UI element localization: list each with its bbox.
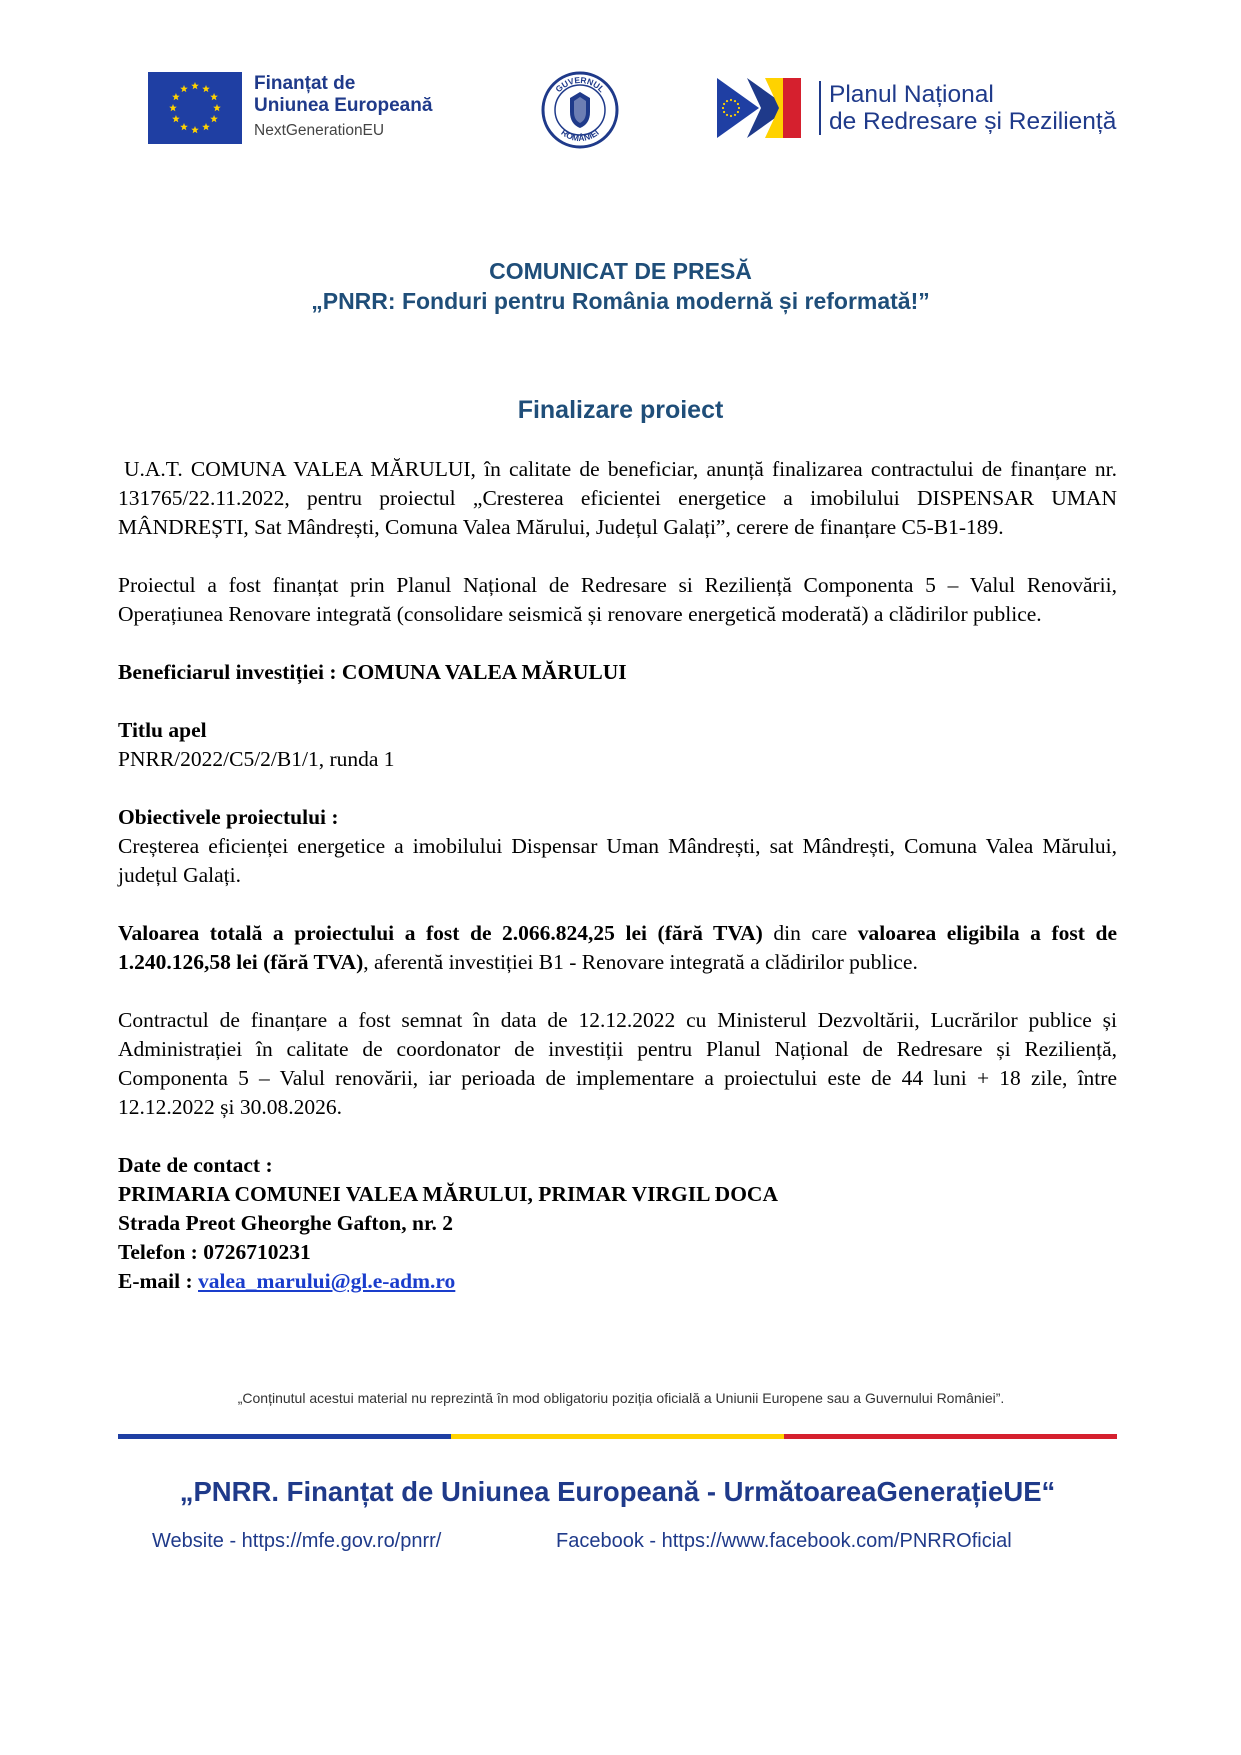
call-title-label: Titlu apel [118, 718, 207, 742]
eu-star [180, 85, 188, 92]
pnrr-star [726, 100, 728, 102]
eu-star [169, 104, 177, 111]
pnrr-star [723, 111, 725, 113]
press-release-subtitle: „PNRR: Fonduri pentru România modernă și reformată!” [311, 288, 930, 314]
header [0, 62, 1241, 152]
eu-star [191, 126, 199, 133]
seal-top-text: GUVERNUL [553, 74, 607, 95]
value-investment-text: , aferentă investiției B1 - Renovare integrată a clădirilor publice. [363, 950, 918, 974]
contact-email-link[interactable]: valea_marului@gl.e-adm.ro [198, 1269, 456, 1293]
contact-label: Date de contact : [118, 1153, 273, 1177]
beneficiary-line: Beneficiarul investiției : COMUNA VALEA MĂRULUI [118, 660, 627, 684]
section-title: Finalizare proiect [517, 396, 724, 424]
pnrr-arrows-icon [717, 76, 817, 140]
objectives-value: Creșterea eficienței energetice a imobilului Dispensar Uman Mândrești, sat Mândrești, Comuna Valea Mărului, județul Galați. [118, 834, 1117, 887]
eu-logo-line2: Uniunea Europeană [254, 95, 433, 116]
pnrr-star [737, 111, 739, 113]
eu-star [210, 115, 218, 122]
pnrr-logo-line1: Planul Național [829, 81, 994, 108]
eligible-value-text: valoarea eligibila a fost de 1.240.126,58 lei (fără TVA) [118, 921, 1117, 974]
project-value-paragraph [118, 919, 1117, 977]
eu-flag-icon [148, 72, 242, 144]
pnrr-star [737, 103, 739, 105]
tricolor-rule [118, 1434, 1117, 1439]
contract-paragraph: Contractul de finanțare a fost semnat în data de 12.12.2022 cu Ministerul Dezvoltării, Lucrărilor publice și Administrației în calitate de coordonator de investiții pentru Planul Național de Redresare și Reziliență, Componenta 5 – Valul renovării, iar perioada de implementare a proiectului este de 44 luni + 18 zile, între 12.12.2022 și 30.08.2026. [118, 1008, 1117, 1119]
footer-slogan: „PNRR. Finanțat de Uniunea Europeană - UrmătoareaGenerațieUE“ [179, 1476, 1056, 1507]
contact-organization: PRIMARIA COMUNEI VALEA MĂRULUI, PRIMAR VIRGIL DOCA [118, 1182, 778, 1206]
intro-paragraph: U.A.T. COMUNA VALEA MĂRULUI, în calitate de beneficiar, anunță finalizarea contractului de finanțare nr. 131765/22.11.2022, pentru proiectul „Cresterea eficientei energetice a imobilului DISPENSAR UMAN MÂNDREȘTI, Sat Mândrești, Comuna Valea Mărului, Județul Galați”, cerere de finanțare C5-B1-189. [118, 457, 1117, 539]
pnrr-star [730, 99, 732, 101]
pnrr-star [734, 100, 736, 102]
seal-bottom-text: ROMÂNIEI [559, 127, 601, 144]
pnrr-star [722, 107, 724, 109]
contact-email-line [118, 1267, 1117, 1296]
contact-phone: Telefon : 0726710231 [118, 1240, 311, 1264]
website-link[interactable]: Website - https://mfe.gov.ro/pnrr/ [152, 1530, 442, 1552]
disclaimer-text: „Conținutul acestui material nu reprezintă în mod obligatoriu poziția oficială a Uniunii Europene sau a Guvernului României”. [237, 1390, 1005, 1406]
document-body [118, 455, 1117, 1296]
pnrr-logo-line2: de Redresare și Reziliență [829, 108, 1117, 135]
eu-star [191, 82, 199, 89]
total-value-text: Valoarea totală a proiectului a fost de 2.066.824,25 lei (fără TVA) [118, 921, 763, 945]
eu-star [213, 104, 221, 111]
pnrr-star [738, 107, 740, 109]
pnrr-star [723, 103, 725, 105]
pnrr-star [730, 115, 732, 117]
pnrr-logo [717, 76, 1116, 140]
government-seal-icon [540, 70, 620, 155]
pnrr-star [726, 114, 728, 116]
funding-paragraph: Proiectul a fost finanțat prin Planul Național de Redresare si Reziliență Componenta 5 – Valul Renovării, Operațiunea Renovare integrată (consolidare seismică și renovare energetică moderată) a clădirilor publice. [118, 573, 1117, 626]
eu-star [210, 93, 218, 100]
eu-star [202, 123, 210, 130]
eu-logo-line1: Finanțat de [254, 73, 356, 94]
press-release-title: COMUNICAT DE PRESĂ [489, 258, 752, 284]
pnrr-star [734, 114, 736, 116]
contact-address: Strada Preot Gheorghe Gafton, nr. 2 [118, 1211, 454, 1235]
contact-email-label: E-mail : [118, 1269, 199, 1293]
facebook-link[interactable]: Facebook - https://www.facebook.com/PNRROficial [556, 1530, 1012, 1552]
eu-star [172, 93, 180, 100]
eu-star [172, 115, 180, 122]
eu-funding-logo [148, 72, 432, 144]
eu-logo-line3: NextGenerationEU [254, 122, 385, 139]
press-release-heading [0, 256, 1241, 316]
eu-star [202, 85, 210, 92]
eu-star [180, 123, 188, 130]
value-connector-text: din care [762, 921, 858, 945]
call-title-value: PNRR/2022/C5/2/B1/1, runda 1 [118, 747, 395, 771]
objectives-label: Obiectivele proiectului : [118, 805, 339, 829]
